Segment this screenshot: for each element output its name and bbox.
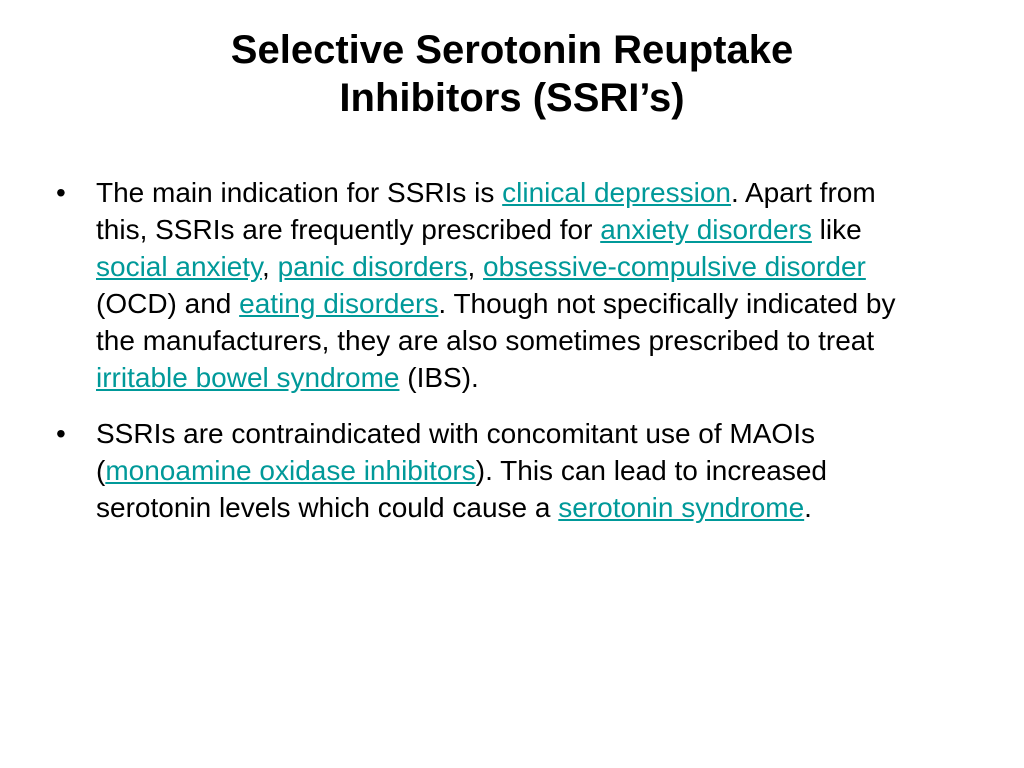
slide-title-line-2: Inhibitors (SSRI’s) — [339, 76, 685, 120]
text-segment: ). This can lead to increased serotonin levels which could cause a — [96, 455, 827, 523]
link-irritable-bowel-syndrome[interactable]: irritable bowel syndrome — [96, 362, 400, 393]
bullet-marker: • — [56, 418, 66, 449]
text-segment: like — [811, 214, 862, 245]
text-segment: (IBS). — [399, 362, 479, 393]
text-segment: , — [262, 251, 278, 282]
text-segment: SSRIs are contraindicated with concomitant use of MAOIs ( — [96, 418, 815, 486]
slide-title — [112, 26, 912, 122]
text-segment: , — [467, 251, 484, 282]
bullet-text — [96, 174, 926, 396]
text-segment: . Apart from this, SSRIs are frequently prescribed for — [96, 177, 876, 245]
bullet-text — [96, 415, 926, 526]
slide-title-line-1: Selective Serotonin Reuptake — [230, 28, 794, 72]
link-anxiety-disorders[interactable]: anxiety disorders — [600, 214, 812, 245]
text-segment: (OCD) and — [96, 288, 240, 319]
link-social-anxiety[interactable]: social anxiety — [96, 251, 263, 282]
bullet-item — [56, 415, 936, 526]
bullet-item — [56, 174, 936, 396]
link-serotonin-syndrome[interactable]: serotonin syndrome — [558, 492, 805, 523]
link-clinical-depression[interactable]: clinical depression — [502, 177, 731, 208]
text-segment: . Though not specifically indicated by the manufacturers, they are also sometimes prescribed to treat — [96, 288, 896, 356]
link-panic-disorders[interactable]: panic disorders — [277, 251, 468, 282]
text-segment: . — [804, 492, 812, 523]
bullet-marker: • — [56, 177, 66, 208]
text-segment: The main indication for SSRIs is — [96, 177, 503, 208]
link-obsessive-compulsive-disorder[interactable]: obsessive-compulsive disorder — [483, 251, 866, 282]
link-monoamine-oxidase-inhibitors[interactable]: monoamine oxidase inhibitors — [105, 455, 476, 486]
link-eating-disorders[interactable]: eating disorders — [239, 288, 439, 319]
bullet-list — [56, 174, 936, 545]
